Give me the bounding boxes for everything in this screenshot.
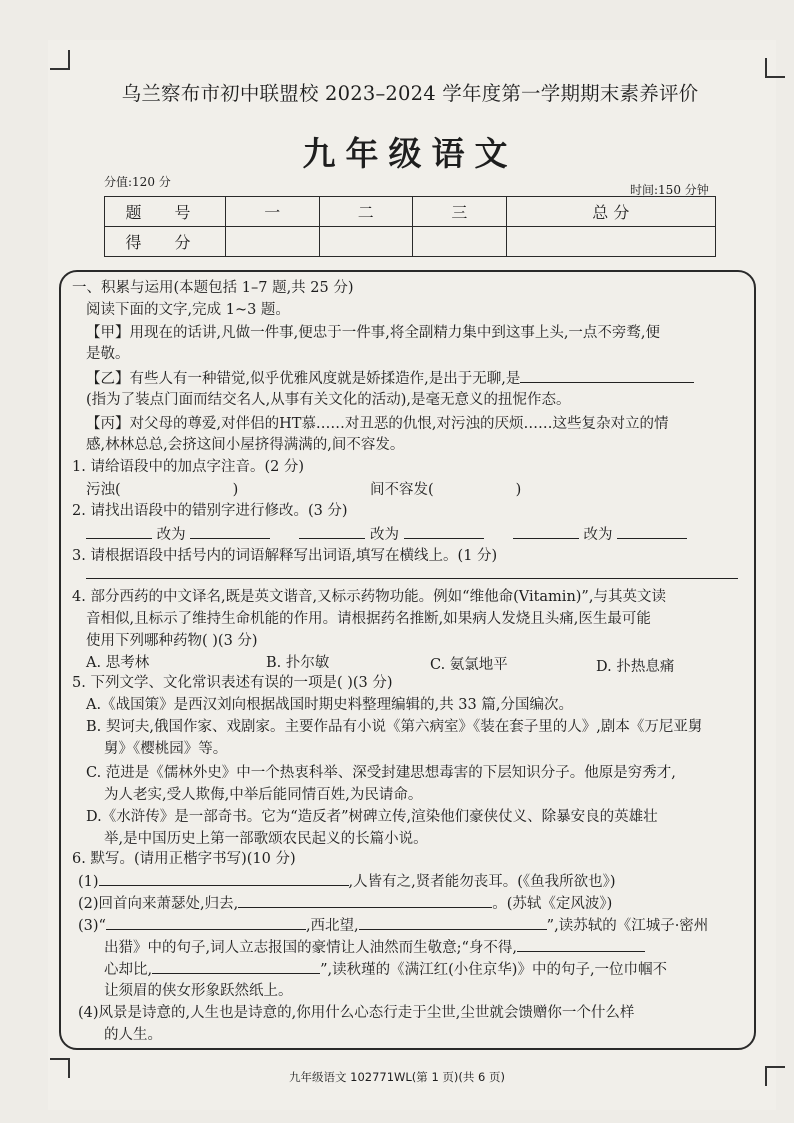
subject-title: 九年级语文	[302, 134, 518, 173]
q6-2-blank[interactable]	[238, 893, 492, 908]
q6-3-mid: ,西北望,	[305, 918, 359, 934]
q4-stem-line-3: 使用下列哪种药物( )(3 分)	[86, 633, 258, 649]
q2-blank-2-right[interactable]	[404, 524, 484, 539]
q1-a-close: )	[232, 482, 239, 498]
q1-answer-a[interactable]	[86, 480, 238, 500]
passage-bing-line-2: 感,林林总总,会挤这间小屋挤得满满的,间不容发。	[86, 437, 405, 453]
q6-item-4-line-2: 的人生。	[104, 1027, 162, 1043]
passage-jia-line-2: 是敬。	[86, 346, 130, 362]
q6-3-text: 出猎》中的句子,词人立志报国的豪情让人油然而生敬意;“身不得,	[104, 940, 518, 956]
q6-item-4-line-1: (4)风景是诗意的,人生也是诗意的,你用什么心态行走于尘世,尘世就会馈赠你一个什么样	[78, 1005, 635, 1021]
q6-1-label: (1)	[78, 874, 99, 890]
q1-a-label: 污浊(	[86, 482, 121, 498]
q6-item-3-line-3	[104, 959, 667, 980]
q5-option-a[interactable]: A.《战国策》是西汉刘向根据战国时期史料整理编辑的,共 33 篇,分国编次。	[86, 697, 573, 713]
q6-1-text: ,人皆有之,贤者能勿丧耳。(《鱼我所欲也》)	[348, 874, 616, 890]
q6-3-blank-1[interactable]	[106, 915, 306, 930]
passage-jia-line-1: 【甲】用现在的话讲,凡做一件事,便忠于一件事,将全副精力集中到这事上头,一点不旁骛,便	[86, 325, 661, 341]
q1-stem: 1. 请给语段中的加点字注音。(2 分)	[72, 459, 305, 475]
q1-b-label: 间不容发(	[370, 482, 434, 498]
q6-3-open: (3)“	[78, 918, 106, 934]
score-table-row-numbers	[105, 197, 716, 227]
q6-item-3-line-4: 让须眉的侠女形象跃然纸上。	[104, 983, 293, 999]
q6-1-blank[interactable]	[99, 871, 349, 886]
q1-answer-b[interactable]	[370, 480, 521, 500]
q2-change-label-3: 改为	[583, 527, 613, 543]
q6-2-source: 。(苏轼《定风波》)	[492, 896, 613, 912]
q5-option-c-line-1[interactable]: C. 范进是《儒林外史》中一个热衷科举、深受封建思想毒害的下层知识分子。他原是穷秀才,	[86, 765, 676, 781]
score-cell-2[interactable]	[319, 227, 413, 257]
q1-b-close: )	[515, 482, 522, 498]
passage-yi-line-2: (指为了装点门面而结交名人,从事有关文化的活动),是毫无意义的扭怩作态。	[86, 392, 571, 408]
passage-yi-blank[interactable]	[520, 368, 694, 383]
q6-3-blank-4[interactable]	[152, 959, 320, 974]
passage-yi-text: 【乙】有些人有一种错觉,似乎优雅风度就是娇揉造作,是出于无聊,是	[86, 371, 521, 387]
column-header-2: 二	[319, 197, 413, 227]
q6-item-2	[78, 893, 612, 914]
q5-option-b-line-1[interactable]: B. 契诃夫,俄国作家、戏剧家。主要作品有小说《第六病室》《装在套子里的人》,剧本《万尼亚舅	[86, 719, 703, 735]
q2-blank-3-right[interactable]	[617, 524, 687, 539]
score-table-row-scores	[105, 227, 716, 257]
q2-change-label-2: 改为	[370, 527, 400, 543]
q6-3-blank-2[interactable]	[359, 915, 547, 930]
time-label: 时间:150 分钟	[630, 183, 709, 197]
crop-mark-top-left	[50, 50, 70, 70]
q6-3-source: ”,读苏轼的《江城子·密州	[546, 918, 709, 934]
q6-3-text-2: 心却比,	[104, 962, 153, 978]
q6-3-blank-3[interactable]	[517, 937, 645, 952]
column-header-total: 总 分	[506, 197, 715, 227]
q2-answer-row	[86, 524, 687, 545]
score-cell-total[interactable]	[506, 227, 715, 257]
q5-option-d-line-1[interactable]: D.《水浒传》是一部奇书。它为“造反者”树碑立传,渲染他们豪侠仗义、除暴安良的英雄壮	[86, 809, 658, 825]
score-cell-3[interactable]	[413, 227, 507, 257]
passage-yi-line-1	[86, 368, 694, 389]
q2-blank-3-wrong[interactable]	[513, 524, 579, 539]
q3-blank[interactable]	[86, 564, 738, 579]
q4-option-b[interactable]: B. 扑尔敏	[266, 655, 330, 671]
q3-stem: 3. 请根据语段中括号内的词语解释写出词语,填写在横线上。(1 分)	[72, 548, 498, 564]
q5-stem: 5. 下列文学、文化常识表述有误的一项是( )(3 分)	[72, 675, 393, 691]
q6-item-1	[78, 871, 616, 892]
q6-item-3-line-2	[104, 937, 645, 958]
row-header-score: 得 分	[105, 227, 226, 257]
reading-intro: 阅读下面的文字,完成 1~3 题。	[86, 302, 290, 318]
passage-bing-line-1: 【丙】对父母的尊爱,对伴侣的HT慕……对丑恶的仇恨,对污浊的厌烦……这些复杂对立的情	[86, 416, 669, 432]
q6-stem: 6. 默写。(请用正楷字书写)(10 分)	[72, 851, 296, 867]
q2-stem: 2. 请找出语段中的错别字进行修改。(3 分)	[72, 503, 348, 519]
q4-option-d[interactable]: D. 扑热息痛	[596, 659, 675, 675]
q6-item-3-line-1	[78, 915, 708, 936]
page-footer: 九年级语文 102771WL(第 1 页)(共 6 页)	[288, 1070, 506, 1084]
crop-mark-top-right	[765, 58, 785, 78]
q5-option-b-line-2: 舅》《樱桃园》等。	[104, 741, 228, 757]
q5-option-c-line-2: 为人老实,受人欺侮,中举后能同情百姓,为民请命。	[104, 787, 423, 803]
exam-title: 乌兰察布市初中联盟校 2023–2024 学年度第一学期期末素养评价	[121, 82, 699, 105]
q4-option-c[interactable]: C. 氨氯地平	[430, 657, 508, 673]
q2-blank-1-right[interactable]	[190, 524, 270, 539]
q6-3-source-2: ”,读秋瑾的《满江红(小住京华)》中的句子,一位巾帼不	[320, 962, 668, 978]
section-title: 一、积累与运用(本题包括 1–7 题,共 25 分)	[72, 280, 354, 296]
score-table	[104, 196, 716, 257]
q4-stem-line-1: 4. 部分西药的中文译名,既是英文谐音,又标示药物功能。例如“维他命(Vitamin)”,与其英文读	[72, 589, 666, 605]
column-header-3: 三	[413, 197, 507, 227]
q2-blank-2-wrong[interactable]	[299, 524, 365, 539]
q6-2-text: (2)回首向来萧瑟处,归去,	[78, 896, 239, 912]
total-score-label: 分值:120 分	[104, 175, 171, 189]
q2-blank-1-wrong[interactable]	[86, 524, 152, 539]
q5-option-d-line-2: 举,是中国历史上第一部歌颂农民起义的长篇小说。	[104, 831, 428, 847]
row-header-number: 题 号	[105, 197, 226, 227]
score-cell-1[interactable]	[226, 227, 320, 257]
q4-option-a[interactable]: A. 思考林	[86, 655, 150, 671]
q2-change-label-1: 改为	[156, 527, 186, 543]
q4-stem-line-2: 音相似,且标示了维持生命机能的作用。请根据药名推断,如果病人发烧且头痛,医生最可能	[86, 611, 651, 627]
q3-answer-line[interactable]	[86, 564, 738, 585]
column-header-1: 一	[226, 197, 320, 227]
